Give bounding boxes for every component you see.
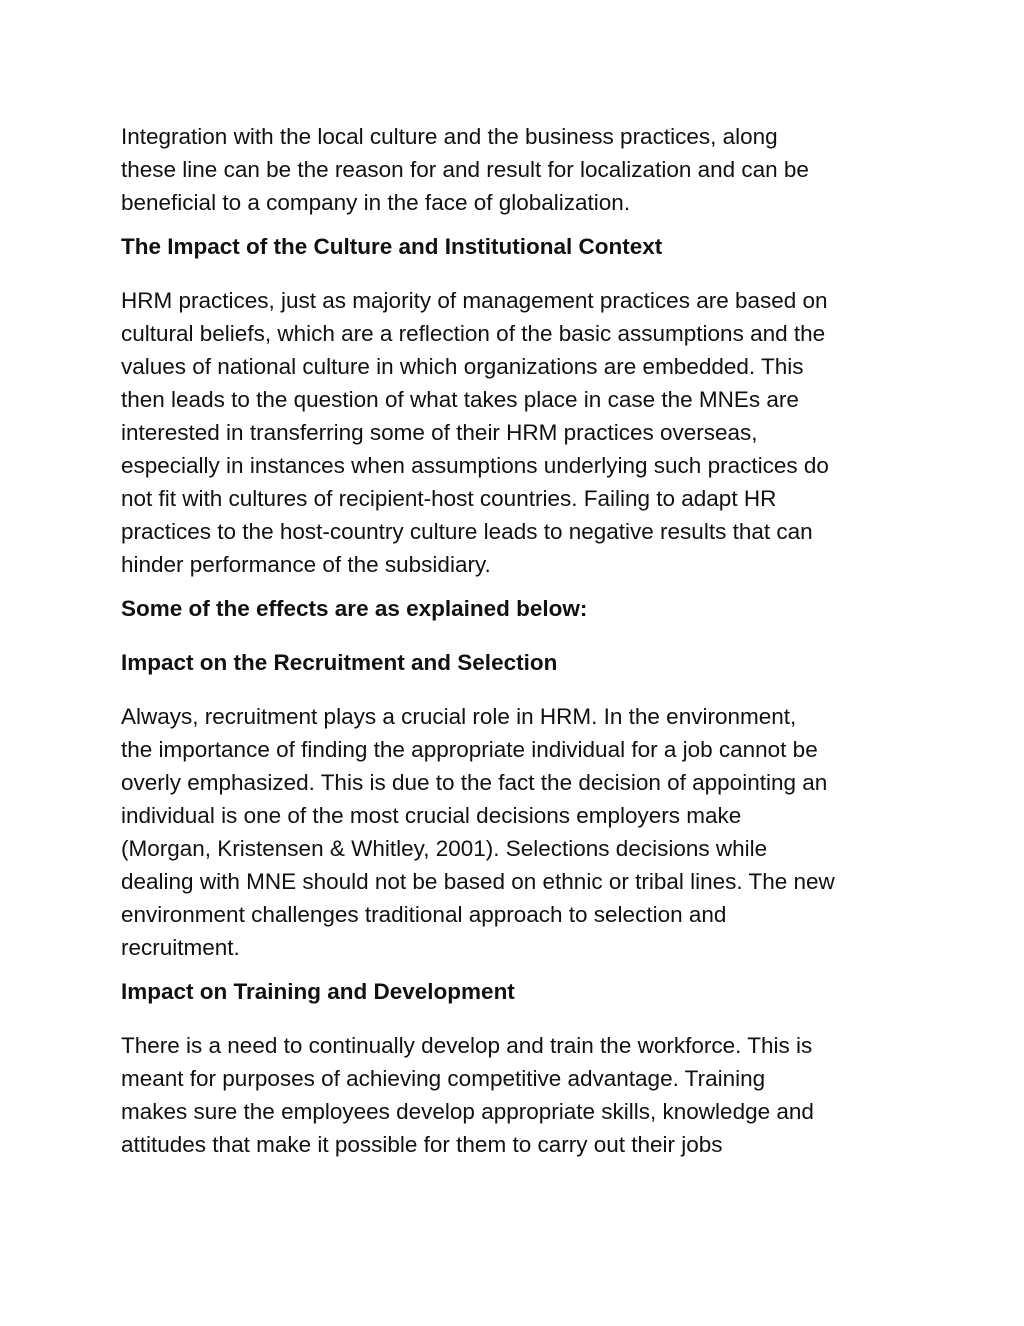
text-line: especially in instances when assumptions underlying such practices do [121,453,829,478]
text-line: There is a need to continually develop and train the workforce. This is [121,1033,813,1058]
text-line: these line can be the reason for and result for localization and can be [121,157,809,182]
text-line: then leads to the question of what takes place in case the MNEs are [121,387,799,412]
text-line: recruitment. [121,935,240,960]
text-line: interested in transferring some of their HRM practices overseas, [121,420,758,445]
training-paragraph [121,1029,911,1161]
text-line: (Morgan, Kristensen & Whitley, 2001). Selections decisions while [121,836,768,861]
recruitment-paragraph [121,700,911,964]
section-heading-effects: Some of the effects are as explained below: [121,596,588,621]
text-line: makes sure the employees develop appropriate skills, knowledge and [121,1099,814,1124]
section-heading-culture-context: The Impact of the Culture and Institutional Context [121,234,663,259]
text-line: values of national culture in which organizations are embedded. This [121,354,804,379]
text-line: cultural beliefs, which are a reflection of the basic assumptions and the [121,321,826,346]
section-heading-recruitment: Impact on the Recruitment and Selection [121,650,558,675]
section-heading-training: Impact on Training and Development [121,979,515,1004]
text-line: HRM practices, just as majority of management practices are based on [121,288,828,313]
text-line: the importance of finding the appropriate individual for a job cannot be [121,737,818,762]
text-line: overly emphasized. This is due to the fact the decision of appointing an [121,770,828,795]
text-line: individual is one of the most crucial decisions employers make [121,803,742,828]
text-line: Always, recruitment plays a crucial role in HRM. In the environment, [121,704,797,729]
text-line: environment challenges traditional approach to selection and [121,902,727,927]
text-line: meant for purposes of achieving competitive advantage. Training [121,1066,766,1091]
text-line: attitudes that make it possible for them to carry out their jobs [121,1132,723,1157]
text-line: beneficial to a company in the face of globalization. [121,190,631,215]
text-line: hinder performance of the subsidiary. [121,552,491,577]
text-line: not fit with cultures of recipient-host countries. Failing to adapt HR [121,486,777,511]
culture-context-paragraph [121,284,911,581]
text-line: Integration with the local culture and the business practices, along [121,124,778,149]
intro-paragraph [121,120,911,219]
text-line: practices to the host-country culture leads to negative results that can [121,519,813,544]
document-body [121,120,911,1161]
text-line: dealing with MNE should not be based on ethnic or tribal lines. The new [121,869,835,894]
